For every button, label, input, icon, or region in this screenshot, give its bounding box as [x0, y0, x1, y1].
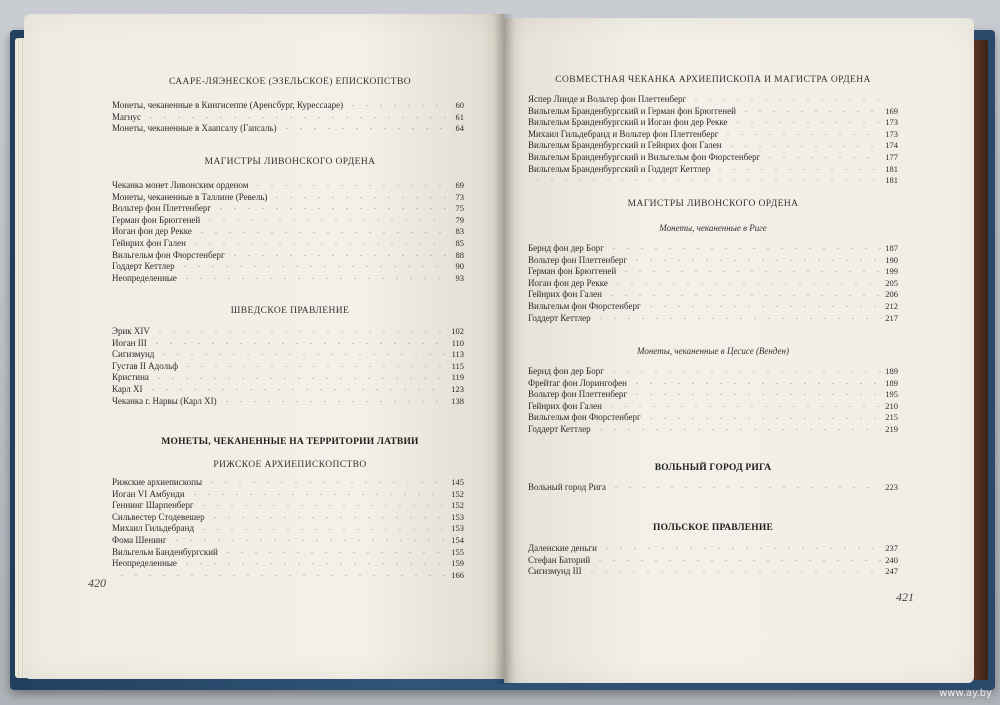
toc-entry: [528, 289, 898, 301]
dot-leader: [181, 366, 447, 367]
dot-leader: [609, 487, 881, 488]
dot-leader: [144, 117, 447, 118]
toc-entry: [528, 555, 898, 567]
dot-leader: [619, 271, 881, 272]
toc-entry-list: [528, 366, 898, 436]
toc-entry: [528, 140, 898, 152]
toc-entry-page: 169: [885, 105, 898, 116]
section-subheading: Монеты, чеканенные в Риге: [659, 223, 767, 233]
dot-leader: [611, 283, 881, 284]
toc-entry: [528, 94, 898, 106]
toc-entry-page: 152: [451, 488, 464, 499]
toc-entry-page: 187: [885, 243, 898, 253]
toc-entry-page: 90: [455, 261, 464, 272]
toc-entry: [528, 243, 898, 255]
toc-entry-title: Неопределенные: [112, 272, 177, 283]
dot-leader: [197, 529, 447, 530]
toc-entry: [112, 338, 464, 350]
toc-entry-title: Вольный город Рига: [528, 482, 606, 492]
dot-leader: [725, 146, 881, 147]
dot-leader: [600, 548, 881, 549]
dot-leader: [180, 278, 447, 279]
toc-entry: [528, 389, 898, 401]
toc-entry-list: [112, 477, 464, 581]
dot-leader: [763, 157, 881, 158]
toc-entry: [528, 301, 898, 313]
toc-entry-page: 123: [451, 383, 464, 394]
dot-leader: [605, 406, 881, 407]
toc-entry-page: 85: [455, 237, 464, 248]
toc-entry-page: 113: [451, 349, 464, 360]
toc-entry-title: Герман фон Брюггеней: [112, 214, 201, 225]
dot-leader: [593, 560, 881, 561]
toc-entry-title: Иоган VI Амбунди: [112, 488, 185, 499]
toc-entry: [528, 106, 898, 118]
toc-entry-page: 237: [885, 543, 898, 553]
toc-entry-page: 199: [885, 266, 898, 277]
dot-leader: [214, 208, 447, 209]
toc-entry: [112, 326, 464, 338]
toc-entry: [112, 273, 464, 285]
toc-entry-title: Фрейтаг фон Лорингофен: [528, 377, 627, 388]
toc-entry: [112, 112, 464, 124]
dot-leader: [170, 540, 447, 541]
dot-leader: [178, 266, 447, 267]
dot-leader: [146, 389, 448, 390]
dot-leader: [280, 128, 447, 129]
toc-entry: [112, 535, 464, 547]
toc-entry: [112, 489, 464, 501]
toc-entry: [112, 349, 464, 361]
toc-entry: [528, 152, 898, 164]
toc-entry: [112, 547, 464, 559]
toc-entry: [112, 558, 464, 570]
toc-entry-title: Иоган фон дер Рекке: [528, 277, 608, 288]
toc-entry: [528, 412, 898, 424]
toc-entry-title: Сильвестер Стодевешер: [112, 511, 205, 522]
toc-entry-page: 189: [885, 377, 898, 388]
toc-entry-page: 219: [885, 423, 898, 434]
toc-entry-page: 181: [885, 175, 898, 186]
toc-entry-title: Монеты, чеканенные в Хаапсалу (Гапсаль): [112, 123, 277, 134]
toc-entry-title: Иоган фон дер Рекке: [112, 226, 192, 237]
toc-entry-page: 174: [885, 140, 898, 151]
toc-entry-title: Монеты, чеканенные в Таллине (Ревель): [112, 191, 268, 202]
toc-entry: [528, 482, 898, 494]
toc-entry-title: Годдерт Кеттлер: [112, 261, 175, 272]
toc-entry-title: Эрик XIV: [112, 326, 150, 336]
toc-entry-page: 189: [885, 366, 898, 376]
toc-entry: [112, 123, 464, 135]
toc-entry-page: 159: [451, 558, 464, 569]
toc-entry-title: Стефан Баторий: [528, 554, 591, 565]
toc-entry-page: 190: [885, 254, 898, 265]
dot-leader: [228, 255, 447, 256]
toc-entry-title: Гейнрих фон Гален: [112, 237, 186, 248]
toc-entry-title: Фома Шенинг: [112, 534, 167, 545]
toc-entry-page: 88: [455, 249, 464, 260]
dot-leader: [203, 220, 447, 221]
toc-entry-title: Вильгельм фон Фюрстенберг: [528, 412, 641, 423]
toc-entry-page: 75: [455, 203, 464, 214]
toc-entry-title: Сигизмунд: [112, 349, 155, 360]
section-heading: ПОЛЬСКОЕ ПРАВЛЕНИЕ: [653, 523, 773, 533]
toc-entry-title: Вильгельм Бранденбургский и Гейнрих фон Гален: [528, 140, 722, 151]
section-subheading: Монеты, чеканенные в Цесисе (Венден): [636, 346, 790, 356]
dot-leader: [605, 295, 881, 296]
dot-leader: [713, 169, 881, 170]
dot-leader: [607, 248, 881, 249]
toc-entry-page: 138: [451, 395, 464, 406]
toc-entry-page: 177: [885, 151, 898, 162]
dot-leader: [689, 99, 881, 100]
toc-entry-title: Вильгельм Банденбургский: [112, 546, 218, 557]
dot-leader: [607, 371, 881, 372]
watermark: www.ay.by: [939, 688, 992, 699]
dot-leader: [585, 571, 881, 572]
toc-entry: [528, 266, 898, 278]
toc-entry-title: Вильгельм Бранденбургский и Годдерт Кеттлер: [528, 163, 711, 174]
dot-leader: [221, 552, 447, 553]
dot-leader: [208, 517, 447, 518]
toc-entry-title: Михаил Гильдебранд и Вольтер фон Плеттенберг: [528, 128, 719, 139]
toc-entry-title: Вильгельм фон Фюрстенберг: [528, 300, 641, 311]
toc-entry-page: 152: [451, 500, 464, 511]
toc-entry-page: 181: [885, 163, 898, 174]
toc-entry-title: Геннинг Шарпенберг: [112, 500, 194, 511]
toc-entry-title: Яспер Линде и Вольтер фон Плеттенберг: [528, 94, 687, 104]
toc-entry-page: 155: [451, 546, 464, 557]
toc-entry: [112, 226, 464, 238]
toc-entry: [528, 566, 898, 578]
toc-entry-title: Магнус: [112, 111, 141, 122]
dot-leader: [644, 418, 881, 419]
toc-entry: [528, 366, 898, 378]
toc-entry-page: 247: [885, 566, 898, 577]
toc-entry-page: 83: [455, 226, 464, 237]
dot-leader: [594, 318, 881, 319]
left-page-number: 420: [88, 576, 106, 590]
dot-leader: [346, 105, 447, 106]
toc-entry: [528, 175, 898, 187]
section-heading: МАГИСТРЫ ЛИВОНСКОГО ОРДЕНА: [627, 199, 799, 209]
toc-entry: [112, 261, 464, 273]
section-heading: МОНЕТЫ, ЧЕКАНЕННЫЕ НА ТЕРРИТОРИИ ЛАТВИИ: [161, 437, 419, 447]
toc-entry-page: 79: [455, 214, 464, 225]
toc-entry: [112, 500, 464, 512]
dot-leader: [594, 429, 881, 430]
toc-entry: [112, 477, 464, 489]
toc-entry-page: 102: [451, 326, 464, 336]
toc-entry-title: Чеканка монет Ливонским орденом: [112, 180, 249, 190]
toc-entry-title: Чеканка г. Нарвы (Карл XI): [112, 395, 217, 406]
dot-leader: [197, 505, 447, 506]
section-heading: СААРЕ-ЛЯЭНЕСКОЕ (ЭЗЕЛЬСКОЕ) ЕПИСКОПСТВО: [169, 77, 411, 87]
toc-entry-title: Густав II Адольф: [112, 360, 179, 371]
toc-entry-page: 110: [451, 337, 464, 348]
toc-entry: [112, 192, 464, 204]
toc-entry: [112, 512, 464, 524]
toc-entry-page: 69: [455, 180, 464, 190]
book-gutter: [494, 14, 514, 684]
toc-entry-page: 115: [451, 360, 464, 371]
dot-leader: [531, 180, 881, 181]
toc-entry: [112, 384, 464, 396]
toc-entry-page: 205: [885, 277, 898, 288]
toc-entry: [112, 100, 464, 112]
dot-leader: [157, 354, 447, 355]
dot-leader: [220, 401, 447, 402]
toc-entry-title: Бернд фон дер Борг: [528, 366, 604, 376]
dot-leader: [251, 185, 447, 186]
toc-entry-page: 154: [451, 534, 464, 545]
toc-entry: [112, 523, 464, 535]
toc-entry-page: 60: [455, 100, 464, 110]
toc-entry: [112, 361, 464, 373]
toc-entry-title: Сигизмунд III: [528, 566, 582, 577]
toc-entry-page: 119: [451, 372, 464, 383]
toc-entry-title: Монеты, чеканенные в Кингисеппе (Аренсбург, Курессааре): [112, 100, 344, 110]
toc-entry-page: 212: [885, 300, 898, 311]
toc-entry: [528, 378, 898, 390]
dot-leader: [195, 232, 447, 233]
toc-entry: [112, 238, 464, 250]
toc-entry: [112, 203, 464, 215]
dot-leader: [270, 197, 447, 198]
toc-entry-title: Годдерт Кеттлер: [528, 312, 591, 323]
toc-entry-page: 215: [885, 412, 898, 423]
dot-leader: [630, 260, 881, 261]
dot-leader: [630, 394, 881, 395]
dot-leader: [189, 243, 447, 244]
toc-entry: [112, 396, 464, 408]
toc-entry-page: 240: [885, 554, 898, 565]
toc-entry-title: Неопределенные: [112, 558, 177, 569]
toc-entry-title: Вильгельм фон Фюрстенберг: [112, 249, 225, 260]
toc-entry-title: Кристина: [112, 372, 149, 383]
toc-entry-title: Вильгельм Бранденбургский и Иоган фон дер Рекке: [528, 117, 728, 128]
toc-entry: [528, 401, 898, 413]
dot-leader: [180, 563, 447, 564]
dot-leader: [153, 331, 447, 332]
toc-entry-list: [112, 100, 464, 135]
toc-entry-title: Вильгельм Бранденбургский и Вильгельм фон Фюрстенберг: [528, 151, 761, 162]
dot-leader: [205, 482, 447, 483]
toc-entry: [112, 215, 464, 227]
toc-entry-title: Вольтер фон Плеттенберг: [528, 254, 628, 265]
toc-entry-title: Герман фон Брюггеней: [528, 266, 617, 277]
dot-leader: [188, 494, 447, 495]
toc-entry: [528, 543, 898, 555]
toc-entry-page: 173: [885, 128, 898, 139]
dot-leader: [150, 343, 447, 344]
toc-entry: [528, 129, 898, 141]
toc-entry-page: 210: [885, 400, 898, 411]
toc-entry: [112, 372, 464, 384]
dot-leader: [739, 111, 881, 112]
toc-entry-page: 173: [885, 117, 898, 128]
toc-entry-title: Гейнрих фон Гален: [528, 289, 602, 300]
section-heading: МАГИСТРЫ ЛИВОНСКОГО ОРДЕНА: [204, 157, 376, 167]
toc-entry-list: [112, 180, 464, 284]
toc-entry-page: 223: [885, 482, 898, 492]
toc-entry-title: Вильгельм Бранденбургский и Герман фон Брюггеней: [528, 105, 736, 116]
toc-entry-page: 145: [451, 477, 464, 487]
toc-entry: [112, 570, 464, 582]
section-heading: ШВЕДСКОЕ ПРАВЛЕНИЕ: [230, 306, 350, 316]
toc-entry-title: Карл XI: [112, 383, 143, 394]
toc-entry-title: Рижские архиепископы: [112, 477, 203, 487]
toc-entry-page: 61: [455, 111, 464, 122]
toc-entry-title: Иоган III: [112, 337, 147, 348]
toc-entry-title: Михаил Гильдебранд: [112, 523, 195, 534]
dot-leader: [721, 134, 881, 135]
toc-entry-list: [112, 326, 464, 407]
toc-entry-list: [528, 243, 898, 324]
toc-entry-page: 73: [455, 191, 464, 202]
dot-leader: [630, 383, 881, 384]
toc-entry-page: 153: [451, 511, 464, 522]
section-heading: ВОЛЬНЫЙ ГОРОД РИГА: [654, 463, 772, 473]
dot-leader: [152, 378, 447, 379]
right-page-number: 421: [896, 590, 914, 604]
section-heading: СОВМЕСТНАЯ ЧЕКАНКА АРХИЕПИСКОПА И МАГИСТРА ОРДЕНА: [555, 75, 871, 85]
toc-entry-page: 217: [885, 312, 898, 323]
toc-entry-page: 166: [451, 569, 464, 580]
toc-entry: [528, 313, 898, 325]
toc-entry-title: Вольтер фон Плеттенберг: [528, 389, 628, 400]
toc-entry: [112, 250, 464, 262]
toc-entry-page: 195: [885, 389, 898, 400]
toc-entry-list: [528, 482, 898, 494]
dot-leader: [731, 122, 881, 123]
toc-entry: [528, 164, 898, 176]
toc-entry: [528, 278, 898, 290]
dot-leader: [644, 306, 881, 307]
toc-entry: [528, 424, 898, 436]
toc-entry-list: [528, 94, 898, 187]
section-heading: РИЖСКОЕ АРХИЕПИСКОПСТВО: [213, 460, 367, 470]
toc-entry-page: 93: [455, 272, 464, 283]
toc-entry-title: Даленские деньги: [528, 543, 597, 553]
toc-entry-title: Бернд фон дер Борг: [528, 243, 604, 253]
toc-entry-title: Вольтер фон Плеттенберг: [112, 203, 212, 214]
toc-entry-title: Гейнрих фон Гален: [528, 400, 602, 411]
toc-entry-page: 153: [451, 523, 464, 534]
toc-entry: [112, 180, 464, 192]
toc-entry: [528, 117, 898, 129]
toc-entry-title: Годдерт Кеттлер: [528, 423, 591, 434]
toc-entry-list: [528, 543, 898, 578]
toc-entry-page: 206: [885, 289, 898, 300]
toc-entry-page: 64: [455, 123, 464, 134]
dot-leader: [115, 575, 447, 576]
toc-entry: [528, 255, 898, 267]
